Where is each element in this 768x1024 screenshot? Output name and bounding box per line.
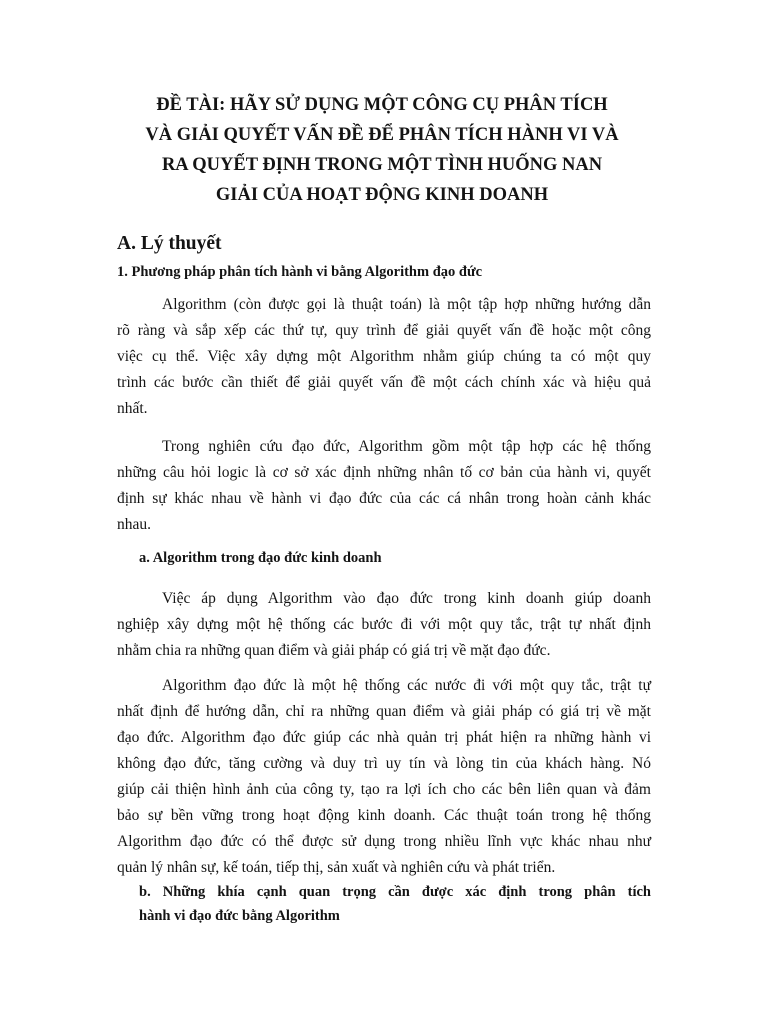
paragraph-line: quản lý nhân sự, kế toán, tiếp thị, sản xuất và nghiên cứu và phát triển. (117, 859, 556, 876)
title-line: RA QUYẾT ĐỊNH TRONG MỘT TÌNH HUỐNG NAN (161, 155, 603, 175)
subsection-heading-a: a. Algorithm trong đạo đức kinh doanh (139, 550, 382, 566)
heading-line: hành vi đạo đức bằng Algorithm (139, 908, 340, 924)
subsection-heading-b (139, 880, 651, 928)
paragraph-line: việc cụ thể. Việc xây dựng một Algorithm nhằm giúp chúng ta có một quy (117, 348, 651, 365)
paragraph-line: những câu hỏi logic là cơ sở xác định những nhân tố cơ bản của hành vi, quyết (117, 464, 651, 481)
paragraph-line: giúp cải thiện hình ảnh của công ty, tạo ra lợi ích cho các bên liên quan và đảm (117, 781, 651, 798)
paragraph-line: Algorithm đạo đức có thể được sử dụng trong nhiều lĩnh vực khác nhau như (117, 833, 651, 850)
paragraph-line: nghiệp xây dựng một hệ thống các bước đi với một quy tắc, trật tự nhất định (117, 616, 651, 633)
paragraph-line: nhằm chia ra những quan điểm và giải pháp có giá trị về mặt đạo đức. (117, 642, 551, 659)
paragraph-line: nhất. (117, 400, 148, 417)
title-line: GIẢI CỦA HOẠT ĐỘNG KINH DOANH (215, 185, 549, 205)
title-line: VÀ GIẢI QUYẾT VẤN ĐỀ ĐỂ PHÂN TÍCH HÀNH VI VÀ (145, 125, 619, 145)
paragraph (117, 434, 651, 538)
section-heading: A. Lý thuyết (117, 233, 222, 254)
subsection-heading: 1. Phương pháp phân tích hành vi bằng Algorithm đạo đức (117, 264, 483, 280)
paragraph-line: nhất định để hướng dẫn, chỉ ra những quan điểm và giải pháp có giá trị về mặt (117, 703, 651, 720)
paragraph-line: Algorithm (còn được gọi là thuật toán) là một tập hợp những hướng dẫn (162, 296, 651, 313)
paragraph-line: Việc áp dụng Algorithm vào đạo đức trong kinh doanh giúp doanh (162, 590, 651, 607)
paragraph-line: Algorithm đạo đức là một hệ thống các nước đi với một quy tắc, trật tự (162, 677, 651, 694)
paragraph-line: trình các bước cần thiết để giải quyết vấn đề một cách chính xác và hiệu quả (117, 374, 651, 391)
paragraph-line: định sự khác nhau về hành vi đạo đức của các cá nhân trong hoàn cảnh khác (117, 490, 651, 507)
heading-line: b. Những khía cạnh quan trọng cần được xác định trong phân tích (139, 884, 651, 900)
paragraph-line: bảo sự bền vững trong hoạt động kinh doanh. Các thuật toán trong hệ thống (117, 807, 651, 824)
paragraph (117, 673, 651, 881)
paragraph-line: nhau. (117, 516, 152, 533)
paragraph-line: Trong nghiên cứu đạo đức, Algorithm gồm một tập hợp các hệ thống (162, 438, 651, 455)
paragraph (117, 586, 651, 664)
paragraph-line: đạo đức. Algorithm đạo đức giúp các nhà quản trị phát hiện ra những hành vi (117, 729, 651, 746)
paragraph-line: rõ ràng và sắp xếp các thứ tự, quy trình để giải quyết vấn đề hoặc một công (117, 322, 651, 339)
title-line: ĐỀ TÀI: HÃY SỬ DỤNG MỘT CÔNG CỤ PHÂN TÍCH (156, 95, 608, 115)
paragraph-line: không đạo đức, tăng cường và duy trì uy tín và lòng tin của khách hàng. Nó (117, 755, 651, 772)
document-title (90, 90, 674, 210)
paragraph (117, 292, 651, 422)
